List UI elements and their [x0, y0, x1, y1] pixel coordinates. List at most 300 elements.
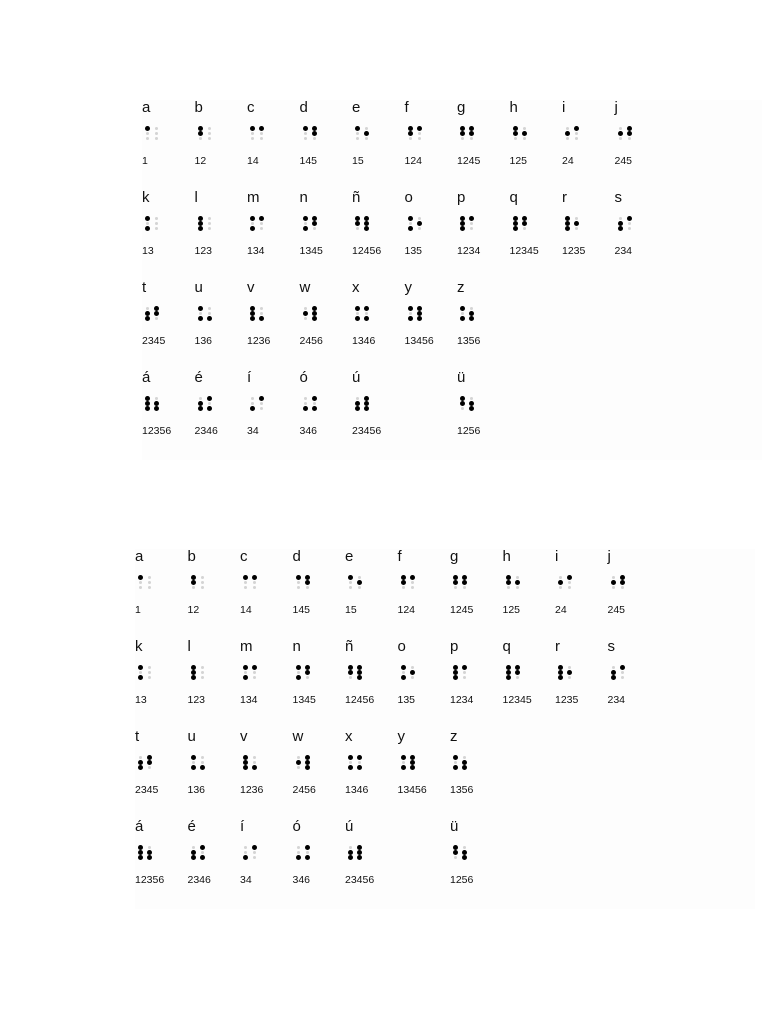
- braille-dot-raised: [145, 216, 150, 221]
- braille-dot-flat: [253, 761, 256, 764]
- braille-dot-flat: [358, 586, 361, 589]
- braille-dot-numbers: 1234: [450, 694, 474, 706]
- braille-cell: [240, 639, 296, 719]
- braille-cell: [142, 370, 198, 450]
- braille-dot-pattern: [303, 306, 323, 320]
- braille-dot-flat: [201, 666, 204, 669]
- braille-dot-raised: [401, 675, 406, 680]
- braille-dot-raised: [460, 306, 465, 311]
- braille-dot-flat: [516, 576, 519, 579]
- braille-dot-flat: [148, 846, 151, 849]
- braille-dot-flat: [306, 851, 309, 854]
- braille-dot-flat: [253, 676, 256, 679]
- braille-dot-raised: [191, 855, 196, 860]
- braille-dot-pattern: [243, 575, 263, 589]
- braille-dot-raised: [145, 316, 150, 321]
- braille-dot-numbers: 1234: [457, 245, 481, 257]
- braille-dot-flat: [253, 586, 256, 589]
- braille-dot-flat: [402, 671, 405, 674]
- braille-cell: [135, 549, 191, 629]
- braille-dot-numbers: 134: [240, 694, 258, 706]
- braille-dot-pattern: [348, 755, 368, 769]
- braille-dot-flat: [313, 227, 316, 230]
- braille-dot-pattern: [558, 575, 578, 589]
- braille-dot-flat: [356, 137, 359, 140]
- braille-dot-pattern: [145, 126, 165, 140]
- braille-letter: á: [142, 369, 151, 386]
- braille-dot-pattern: [618, 126, 638, 140]
- braille-dot-flat: [409, 137, 412, 140]
- braille-cell: [457, 190, 513, 270]
- braille-dot-flat: [306, 676, 309, 679]
- braille-dot-numbers: 24: [555, 604, 567, 616]
- braille-dot-pattern: [565, 216, 585, 230]
- braille-dot-raised: [200, 765, 205, 770]
- braille-dot-pattern: [506, 575, 526, 589]
- braille-dot-flat: [461, 407, 464, 410]
- braille-dot-flat: [566, 137, 569, 140]
- braille-dot-raised: [243, 675, 248, 680]
- braille-dot-flat: [454, 586, 457, 589]
- braille-dot-raised: [522, 221, 527, 226]
- braille-dot-flat: [514, 137, 517, 140]
- braille-dot-pattern: [355, 216, 375, 230]
- braille-dot-flat: [418, 227, 421, 230]
- braille-cell: [135, 819, 191, 899]
- braille-dot-flat: [139, 586, 142, 589]
- braille-dot-flat: [461, 312, 464, 315]
- braille-dot-flat: [470, 227, 473, 230]
- braille-cell: [293, 729, 349, 809]
- braille-dot-flat: [155, 397, 158, 400]
- braille-dot-raised: [138, 575, 143, 580]
- braille-dot-numbers: 34: [247, 425, 259, 437]
- braille-dot-flat: [470, 307, 473, 310]
- braille-dot-flat: [356, 312, 359, 315]
- braille-dot-raised: [462, 665, 467, 670]
- braille-dot-flat: [192, 586, 195, 589]
- braille-cell: [240, 549, 296, 629]
- braille-dot-raised: [357, 675, 362, 680]
- braille-dot-flat: [566, 127, 569, 130]
- braille-dot-pattern: [453, 755, 473, 769]
- braille-letter: u: [194, 279, 203, 296]
- braille-dot-numbers: 12456: [352, 245, 382, 257]
- braille-dot-numbers: 14: [247, 155, 259, 167]
- braille-dot-flat: [418, 217, 421, 220]
- braille-dot-flat: [297, 581, 300, 584]
- braille-dot-flat: [365, 312, 368, 315]
- braille-dot-raised: [348, 765, 353, 770]
- braille-letter: c: [240, 548, 248, 565]
- braille-dot-flat: [628, 137, 631, 140]
- braille-dot-flat: [155, 137, 158, 140]
- braille-dot-flat: [356, 132, 359, 135]
- braille-dot-flat: [349, 676, 352, 679]
- braille-dot-raised: [259, 396, 264, 401]
- braille-cell: [188, 639, 244, 719]
- braille-dot-raised: [154, 311, 159, 316]
- braille-dot-raised: [191, 580, 196, 585]
- braille-letter: s: [614, 189, 622, 206]
- braille-dot-raised: [469, 131, 474, 136]
- braille-dot-flat: [304, 132, 307, 135]
- braille-dot-raised: [312, 221, 317, 226]
- braille-dot-numbers: 1346: [352, 335, 376, 347]
- braille-dot-flat: [411, 676, 414, 679]
- braille-cell: [608, 639, 664, 719]
- braille-dot-pattern: [460, 126, 480, 140]
- braille-dot-pattern: [138, 665, 158, 679]
- braille-dot-pattern: [243, 755, 263, 769]
- braille-cell: [240, 819, 296, 899]
- braille-letter: r: [555, 638, 560, 655]
- braille-dot-raised: [364, 406, 369, 411]
- braille-letter: n: [299, 189, 308, 206]
- braille-dot-flat: [139, 756, 142, 759]
- braille-dot-numbers: 1345: [299, 245, 323, 257]
- braille-dot-numbers: 15: [352, 155, 364, 167]
- braille-dot-numbers: 2345: [142, 335, 166, 347]
- braille-dot-pattern: [191, 575, 211, 589]
- braille-dot-raised: [401, 765, 406, 770]
- braille-cell: [300, 280, 356, 360]
- braille-dot-raised: [357, 755, 362, 760]
- braille-dot-raised: [469, 406, 474, 411]
- braille-dot-raised: [250, 316, 255, 321]
- braille-dot-flat: [208, 137, 211, 140]
- braille-dot-flat: [516, 676, 519, 679]
- braille-dot-flat: [253, 856, 256, 859]
- braille-dot-raised: [408, 226, 413, 231]
- braille-letter: v: [240, 728, 248, 745]
- braille-dot-numbers: 1345: [292, 694, 316, 706]
- braille-dot-pattern: [198, 126, 218, 140]
- braille-dot-raised: [252, 665, 257, 670]
- braille-cell: [398, 729, 454, 809]
- braille-dot-raised: [303, 311, 308, 316]
- braille-dot-pattern: [243, 845, 263, 859]
- braille-dot-flat: [148, 586, 151, 589]
- braille-dot-raised: [410, 670, 415, 675]
- braille-dot-raised: [296, 575, 301, 580]
- braille-cell: [555, 639, 611, 719]
- braille-dot-flat: [201, 586, 204, 589]
- braille-dot-raised: [460, 401, 465, 406]
- braille-dot-raised: [243, 575, 248, 580]
- braille-dot-flat: [148, 576, 151, 579]
- braille-letter: a: [135, 548, 144, 565]
- braille-dot-numbers: 24: [562, 155, 574, 167]
- braille-dot-flat: [260, 307, 263, 310]
- braille-cell: [195, 190, 251, 270]
- braille-dot-numbers: 1236: [240, 784, 264, 796]
- braille-dot-flat: [470, 137, 473, 140]
- braille-letter: á: [135, 818, 144, 835]
- braille-dot-raised: [620, 665, 625, 670]
- braille-dot-flat: [356, 227, 359, 230]
- braille-dot-raised: [417, 221, 422, 226]
- braille-cell: [510, 190, 566, 270]
- braille-dot-pattern: [513, 126, 533, 140]
- braille-dot-flat: [253, 671, 256, 674]
- braille-dot-raised: [408, 216, 413, 221]
- braille-dot-flat: [358, 761, 361, 764]
- braille-dot-pattern: [145, 216, 165, 230]
- braille-dot-flat: [612, 666, 615, 669]
- braille-dot-raised: [506, 580, 511, 585]
- braille-dot-numbers: 245: [614, 155, 633, 167]
- braille-dot-raised: [296, 855, 301, 860]
- braille-cell: [450, 549, 506, 629]
- braille-cell: [352, 190, 408, 270]
- braille-dot-pattern: [565, 126, 585, 140]
- braille-letter: m: [240, 638, 253, 655]
- braille-dot-flat: [349, 586, 352, 589]
- braille-dot-pattern: [296, 665, 316, 679]
- braille-cell: [457, 100, 513, 180]
- braille-dot-flat: [411, 586, 414, 589]
- braille-letter: x: [352, 279, 360, 296]
- braille-dot-pattern: [348, 575, 368, 589]
- braille-dot-flat: [628, 222, 631, 225]
- braille-dot-pattern: [296, 575, 316, 589]
- braille-letter: k: [135, 638, 143, 655]
- braille-dot-flat: [260, 402, 263, 405]
- braille-dot-numbers: 234: [607, 694, 626, 706]
- braille-dot-flat: [251, 397, 254, 400]
- braille-dot-numbers: 12356: [142, 425, 172, 437]
- braille-dot-pattern: [250, 396, 270, 410]
- braille-letter: y: [397, 728, 405, 745]
- braille-letter: f: [397, 548, 402, 565]
- braille-cell: [345, 819, 401, 899]
- braille-dot-flat: [559, 576, 562, 579]
- braille-dot-raised: [355, 306, 360, 311]
- braille-dot-flat: [523, 227, 526, 230]
- braille-dot-numbers: 125: [502, 604, 521, 616]
- braille-dot-pattern: [198, 306, 218, 320]
- braille-dot-pattern: [145, 396, 165, 410]
- braille-letter: u: [187, 728, 196, 745]
- braille-dot-raised: [620, 580, 625, 585]
- braille-dot-flat: [244, 581, 247, 584]
- braille-letter: v: [247, 279, 255, 296]
- braille-letter: h: [509, 99, 518, 116]
- braille-dot-raised: [408, 131, 413, 136]
- braille-dot-flat: [201, 581, 204, 584]
- braille-dot-raised: [515, 670, 520, 675]
- braille-dot-pattern: [453, 575, 473, 589]
- braille-dot-flat: [507, 586, 510, 589]
- braille-dot-pattern: [303, 396, 323, 410]
- braille-dot-raised: [198, 226, 203, 231]
- braille-dot-raised: [364, 306, 369, 311]
- braille-dot-flat: [461, 137, 464, 140]
- braille-dot-flat: [297, 586, 300, 589]
- braille-dot-raised: [243, 765, 248, 770]
- braille-dot-flat: [297, 846, 300, 849]
- braille-dot-raised: [357, 855, 362, 860]
- braille-dot-raised: [154, 406, 159, 411]
- braille-dot-raised: [303, 126, 308, 131]
- braille-dot-raised: [567, 575, 572, 580]
- braille-dot-raised: [469, 216, 474, 221]
- braille-dot-raised: [312, 396, 317, 401]
- braille-dot-raised: [355, 221, 360, 226]
- braille-dot-flat: [568, 586, 571, 589]
- braille-dot-flat: [297, 851, 300, 854]
- braille-letter: r: [562, 189, 567, 206]
- braille-dot-flat: [304, 402, 307, 405]
- braille-dot-raised: [138, 765, 143, 770]
- braille-letter: n: [292, 638, 301, 655]
- braille-dot-raised: [145, 406, 150, 411]
- braille-cell: [142, 190, 198, 270]
- braille-dot-numbers: 1235: [562, 245, 586, 257]
- braille-dot-numbers: 12345: [502, 694, 532, 706]
- braille-dot-raised: [191, 755, 196, 760]
- braille-letter: h: [502, 548, 511, 565]
- braille-letter: z: [450, 728, 458, 745]
- braille-dot-flat: [568, 676, 571, 679]
- braille-dot-flat: [201, 851, 204, 854]
- braille-cell: [352, 280, 408, 360]
- braille-cell: [608, 549, 664, 629]
- braille-dot-flat: [612, 576, 615, 579]
- braille-cell: [398, 639, 454, 719]
- braille-cell: [615, 100, 671, 180]
- braille-dot-raised: [198, 131, 203, 136]
- braille-dot-raised: [618, 131, 623, 136]
- braille-dot-numbers: 12356: [135, 874, 165, 886]
- braille-letter: i: [555, 548, 559, 565]
- braille-dot-raised: [312, 406, 317, 411]
- braille-dot-flat: [139, 581, 142, 584]
- braille-dot-pattern: [355, 396, 375, 410]
- braille-cell: [562, 100, 618, 180]
- braille-dot-raised: [303, 406, 308, 411]
- braille-cell: [405, 100, 461, 180]
- braille-dot-flat: [155, 132, 158, 135]
- braille-dot-flat: [260, 407, 263, 410]
- braille-dot-raised: [408, 306, 413, 311]
- braille-dot-raised: [460, 316, 465, 321]
- braille-cell: [195, 100, 251, 180]
- braille-dot-pattern: [618, 216, 638, 230]
- braille-dot-raised: [453, 675, 458, 680]
- braille-dot-numbers: 1256: [450, 874, 474, 886]
- braille-dot-numbers: 13: [135, 694, 147, 706]
- braille-dot-flat: [155, 217, 158, 220]
- braille-dot-numbers: 1235: [555, 694, 579, 706]
- braille-dot-raised: [198, 316, 203, 321]
- braille-letter: í: [240, 818, 245, 835]
- braille-dot-raised: [417, 126, 422, 131]
- braille-letter: ó: [299, 369, 308, 386]
- braille-dot-numbers: 13456: [397, 784, 427, 796]
- braille-dot-flat: [139, 671, 142, 674]
- braille-cell: [293, 549, 349, 629]
- braille-letter: j: [614, 99, 618, 116]
- braille-dot-flat: [628, 227, 631, 230]
- braille-dot-raised: [207, 406, 212, 411]
- braille-dot-flat: [313, 137, 316, 140]
- braille-dot-numbers: 1: [135, 604, 141, 616]
- braille-dot-numbers: 124: [404, 155, 423, 167]
- braille-dot-flat: [146, 222, 149, 225]
- braille-dot-raised: [611, 675, 616, 680]
- braille-letter: e: [352, 99, 361, 116]
- braille-dot-flat: [619, 217, 622, 220]
- braille-dot-numbers: 134: [247, 245, 265, 257]
- braille-letter: l: [187, 638, 191, 655]
- braille-dot-numbers: 2456: [292, 784, 316, 796]
- braille-dot-pattern: [145, 306, 165, 320]
- braille-letter: ü: [450, 818, 459, 835]
- braille-dot-raised: [252, 765, 257, 770]
- braille-dot-raised: [574, 221, 579, 226]
- braille-dot-flat: [208, 227, 211, 230]
- braille-letter: w: [299, 279, 311, 296]
- braille-dot-pattern: [460, 306, 480, 320]
- braille-row: [142, 100, 762, 190]
- braille-letter: ú: [352, 369, 361, 386]
- braille-cell: [615, 190, 671, 270]
- braille-dot-raised: [243, 665, 248, 670]
- braille-dot-raised: [259, 126, 264, 131]
- braille-cell: [555, 549, 611, 629]
- braille-dot-flat: [523, 127, 526, 130]
- braille-dot-raised: [513, 131, 518, 136]
- braille-cell: [352, 370, 408, 450]
- braille-cell: [503, 549, 559, 629]
- braille-dot-numbers: 136: [187, 784, 206, 796]
- braille-dot-raised: [565, 226, 570, 231]
- braille-dot-raised: [207, 316, 212, 321]
- braille-dot-flat: [208, 307, 211, 310]
- braille-dot-raised: [462, 580, 467, 585]
- braille-dot-pattern: [138, 755, 158, 769]
- braille-dot-raised: [417, 316, 422, 321]
- braille-dot-raised: [348, 855, 353, 860]
- braille-dot-flat: [251, 132, 254, 135]
- braille-dot-numbers: 2346: [194, 425, 218, 437]
- braille-dot-flat: [148, 581, 151, 584]
- braille-dot-numbers: 12456: [345, 694, 375, 706]
- braille-dot-flat: [146, 132, 149, 135]
- braille-dot-flat: [208, 132, 211, 135]
- braille-dot-pattern: [198, 396, 218, 410]
- braille-dot-numbers: 1346: [345, 784, 369, 796]
- braille-dot-numbers: 13: [142, 245, 154, 257]
- braille-dot-flat: [208, 312, 211, 315]
- braille-dot-flat: [208, 127, 211, 130]
- braille-cell: [247, 190, 303, 270]
- braille-letter: o: [397, 638, 406, 655]
- braille-cell: [247, 100, 303, 180]
- braille-dot-flat: [418, 132, 421, 135]
- braille-dot-pattern: [355, 306, 375, 320]
- braille-dot-flat: [621, 586, 624, 589]
- braille-dot-raised: [303, 226, 308, 231]
- braille-dot-pattern: [348, 845, 368, 859]
- braille-dot-flat: [349, 581, 352, 584]
- braille-dot-numbers: 1245: [457, 155, 481, 167]
- braille-dot-flat: [470, 397, 473, 400]
- braille-dot-raised: [627, 131, 632, 136]
- braille-cell: [345, 549, 401, 629]
